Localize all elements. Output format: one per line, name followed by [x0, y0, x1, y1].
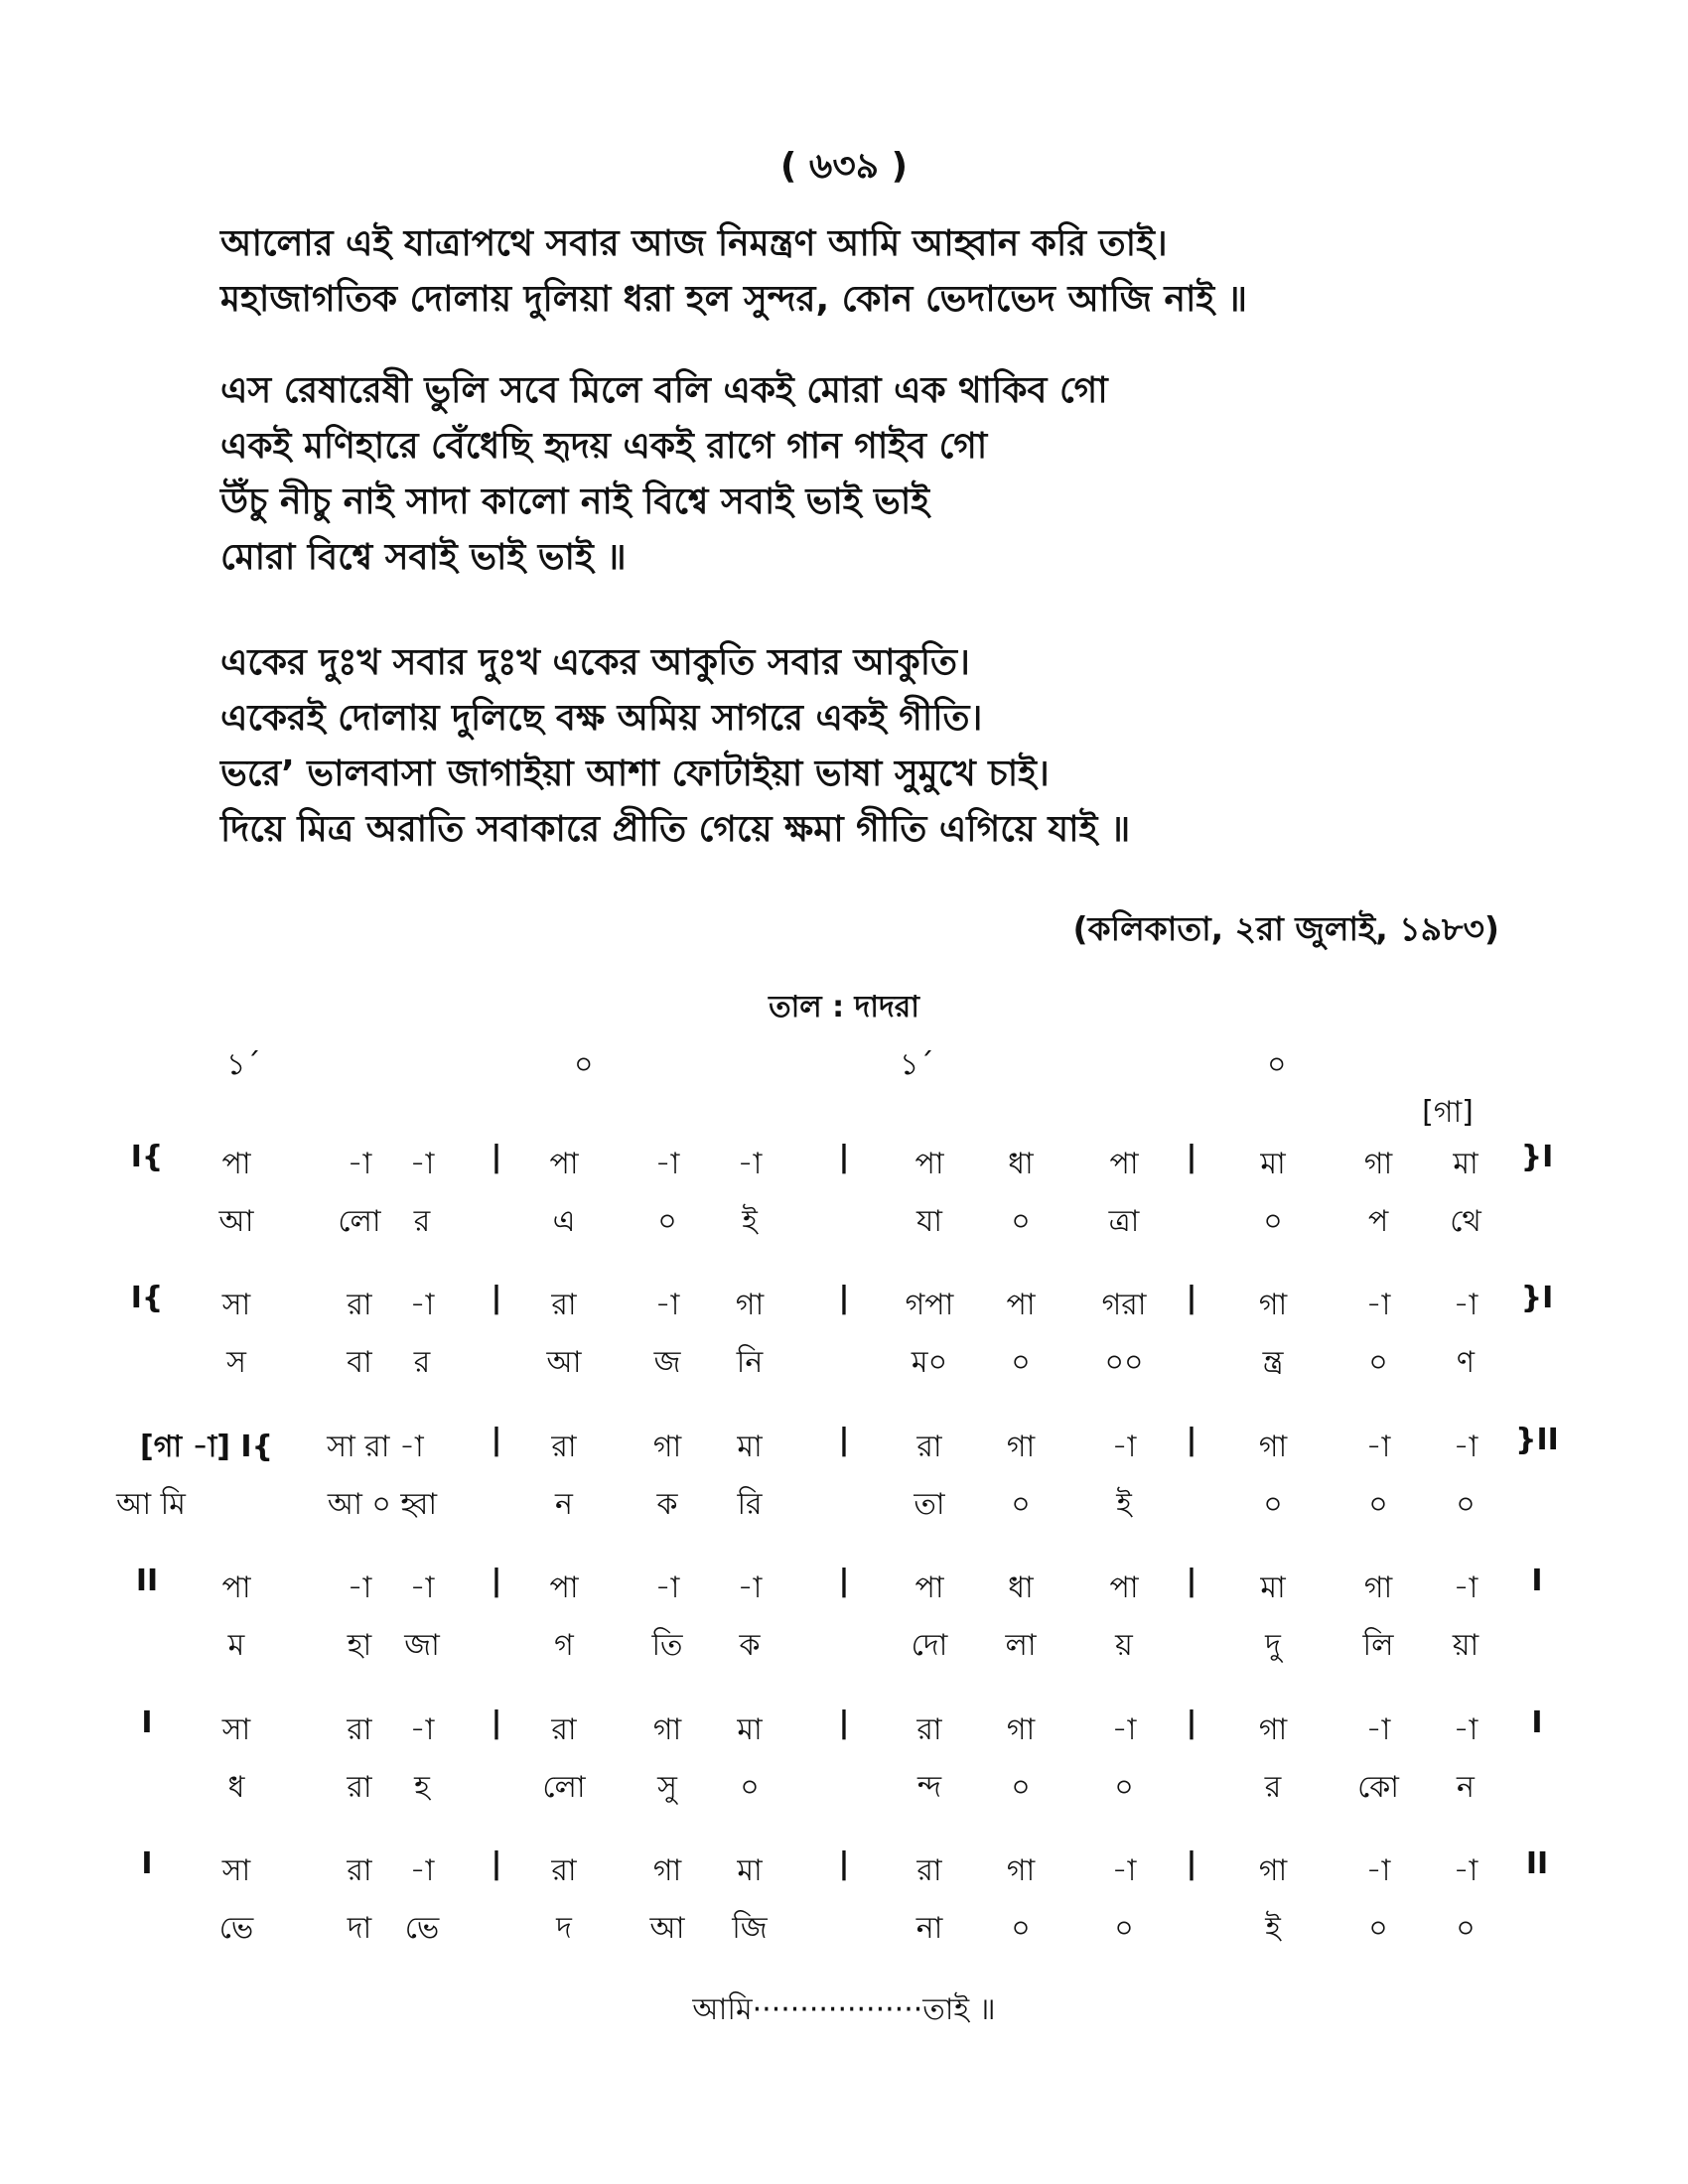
lyric-syllable: ০ [1114, 1911, 1134, 1946]
lyric-syllable: ন্ত্র [1262, 1345, 1284, 1380]
swara-note: রা [916, 1712, 942, 1747]
lyric-syllable: ক [739, 1628, 761, 1663]
barline: | [491, 1706, 502, 1740]
barline: | [491, 1564, 502, 1598]
lyric-syllable: ন [555, 1487, 573, 1522]
barline: | [1186, 1423, 1197, 1457]
lyric-syllable: সু [657, 1770, 677, 1805]
lyric-syllable: ০ [1368, 1487, 1388, 1522]
lyric-syllable: না [915, 1911, 943, 1946]
beat-marker: ০ [1267, 1047, 1287, 1082]
swara-note: -া [654, 1147, 680, 1181]
swara-note: রা [347, 1853, 372, 1888]
swara-note: পা [914, 1147, 944, 1181]
lyric-syllable: ভে [218, 1911, 254, 1946]
swara-note: রা [347, 1288, 372, 1322]
swara-note: -া [1453, 1570, 1478, 1605]
swara-note: গা [652, 1430, 682, 1464]
lyric-syllable: দা [347, 1911, 372, 1946]
swara-note: সা [221, 1712, 251, 1747]
swara-note: -া [409, 1853, 435, 1888]
swara-note: রা [551, 1712, 577, 1747]
lyric-syllable: আ [649, 1911, 685, 1946]
lyric-syllable: ই [1265, 1911, 1281, 1946]
lyric-syllable: নি [736, 1345, 764, 1380]
section-barline: | [838, 1140, 850, 1174]
lyric-syllable: জি [732, 1911, 768, 1946]
lyric-syllable: ০ [1011, 1345, 1031, 1380]
row-left-mark: II [135, 1564, 159, 1598]
swara-note: মা [1260, 1147, 1286, 1181]
lyric-syllable: জা [404, 1628, 440, 1663]
lyric-line: ভরে’ ভালবাসা জাগাইয়া আশা ফোটাইয়া ভাষা সুমুখে চাই। [220, 753, 1050, 794]
lyric-syllable: হা [347, 1628, 372, 1663]
lyric-syllable: ০ [1368, 1911, 1388, 1946]
lyric-syllable: দু [1265, 1628, 1281, 1663]
lyric-syllable: ০ [740, 1770, 760, 1805]
lyric-syllable: ভে [404, 1911, 440, 1946]
lyric-syllable: স [226, 1345, 246, 1380]
swara-note: পা [549, 1570, 579, 1605]
lyric-line: একের দুঃখ সবার দুঃখ একের আকুতি সবার আকুতি। [220, 642, 970, 683]
lyric-syllable: ই [1116, 1487, 1132, 1522]
lyric-syllable: বা [347, 1345, 372, 1380]
swara-note: -া [1365, 1712, 1391, 1747]
lyric-syllable: ণ [1456, 1345, 1476, 1380]
lyric-syllable: ০ [1011, 1911, 1031, 1946]
lyric-syllable: য়া [1452, 1628, 1479, 1663]
row-right-mark: II [1525, 1846, 1549, 1881]
swara-note: -া [1111, 1712, 1137, 1747]
lyric-syllable: ধ [227, 1770, 245, 1805]
lyric-syllable: জ [653, 1345, 681, 1380]
grace-note: [গা] [1422, 1095, 1474, 1130]
swara-note: গা [1006, 1712, 1036, 1747]
swara-note: রা [347, 1712, 372, 1747]
row-right-mark: }II [1515, 1423, 1559, 1457]
lyric-syllable: কো [1357, 1770, 1399, 1805]
lyric-syllable: থে [1450, 1204, 1481, 1239]
swara-note: -া [409, 1288, 435, 1322]
swara-note: ধা [1008, 1570, 1034, 1605]
barline: | [1186, 1564, 1197, 1598]
swara-note: গা [1258, 1853, 1288, 1888]
place-date: (কলিকাতা, ২রা জুলাই, ১৯৮৩) [1072, 909, 1499, 948]
lyric-syllable: ০ [1368, 1345, 1388, 1380]
lyric-syllable: দ [556, 1911, 572, 1946]
lyric-line: মহাজাগতিক দোলায় দুলিয়া ধরা হল সুন্দর, কোন ভেদাভেদ আজি নাই ॥ [220, 279, 1248, 320]
lyric-syllable: ন্দ [916, 1770, 942, 1805]
swara-note: -া [1453, 1853, 1478, 1888]
lyric-line: একেরই দোলায় দুলিছে বক্ষ অমিয় সাগরে একই গীতি। [220, 698, 983, 739]
lyric-syllable: ০০ [1104, 1345, 1144, 1380]
beat-marker: ১´ [226, 1047, 261, 1082]
lyric-syllable: ই [742, 1204, 758, 1239]
row-right-mark: I [1531, 1706, 1543, 1740]
lyric-syllable: র [1264, 1770, 1282, 1805]
row-right-mark: I [1531, 1564, 1543, 1598]
swara-note: মা [1453, 1147, 1478, 1181]
barline: | [1186, 1281, 1197, 1315]
lyric-syllable: ০ [1456, 1911, 1476, 1946]
row-left-mark: I [141, 1846, 153, 1881]
lyric-line: দিয়ে মিত্র অরাতি সবাকারে প্রীতি গেয়ে ক্ষমা গীতি এগিয়ে যাই ॥ [220, 809, 1131, 850]
swara-note: গা [1258, 1712, 1288, 1747]
lyric-syllable: ০ [1456, 1487, 1476, 1522]
swara-note: সা [221, 1288, 251, 1322]
row-left-mark: I{ [130, 1140, 164, 1174]
lyric-line: উঁচু নীচু নাই সাদা কালো নাই বিশ্বে সবাই ভাই ভাই [220, 481, 930, 522]
lyric-syllable: ম [227, 1628, 245, 1663]
swara-note: গরা [1101, 1288, 1147, 1322]
lyric-syllable: য় [1115, 1628, 1133, 1663]
swara-note: পা [1109, 1147, 1139, 1181]
swara-note: গা [735, 1288, 765, 1322]
section-barline: | [838, 1706, 850, 1740]
lyric-syllable: ০ [1011, 1770, 1031, 1805]
swara-note: গা [1258, 1430, 1288, 1464]
swara-note: রা [916, 1853, 942, 1888]
swara-note: -া [1111, 1853, 1137, 1888]
swara-note: -া [1365, 1430, 1391, 1464]
swara-note: -া [347, 1147, 372, 1181]
swara-note: সা রা -া [327, 1430, 424, 1464]
lyric-syllable: ০ [1011, 1487, 1031, 1522]
beat-marker: ১´ [900, 1047, 934, 1082]
section-barline: | [838, 1281, 850, 1315]
lyric-syllable: রা [347, 1770, 372, 1805]
barline: | [1186, 1140, 1197, 1174]
swara-note: পা [549, 1147, 579, 1181]
swara-note: মা [737, 1853, 763, 1888]
swara-note: -া [1365, 1288, 1391, 1322]
swara-note: -া [1453, 1430, 1478, 1464]
swara-note: -া [1111, 1430, 1137, 1464]
lyric-syllable: র [413, 1204, 431, 1239]
section-barline: | [838, 1564, 850, 1598]
swara-note: গপা [905, 1288, 954, 1322]
barline: | [491, 1281, 502, 1315]
barline: | [1186, 1846, 1197, 1881]
swara-note: -া [737, 1147, 763, 1181]
swara-note: -া [347, 1570, 372, 1605]
row-left-mark: I{ [130, 1281, 164, 1315]
lyric-syllable: লো [338, 1204, 381, 1239]
lyric-syllable: লা [1005, 1628, 1037, 1663]
swara-note: মা [737, 1430, 763, 1464]
swara-note: রা [551, 1430, 577, 1464]
lyric-syllable: আ ০ হ্বা [327, 1487, 438, 1522]
swara-note: রা [916, 1430, 942, 1464]
lyric-syllable: আ [546, 1345, 582, 1380]
section-barline: | [838, 1423, 850, 1457]
row-left-mark: I [141, 1706, 153, 1740]
barline: | [491, 1140, 502, 1174]
row-left-mark: [গা -া] I{ [140, 1430, 273, 1464]
swara-note: -া [654, 1288, 680, 1322]
lyric-syllable: র [413, 1345, 431, 1380]
lyric-syllable: তি [651, 1628, 683, 1663]
swara-note: -া [409, 1147, 435, 1181]
beat-marker: ০ [574, 1047, 594, 1082]
swara-note: -া [654, 1570, 680, 1605]
swara-note: পা [221, 1570, 251, 1605]
swara-note: -া [737, 1570, 763, 1605]
lyric-syllable: তা [914, 1487, 945, 1522]
swara-note: গা [1363, 1570, 1393, 1605]
lyric-syllable: আ [218, 1204, 254, 1239]
swara-note: রা [551, 1288, 577, 1322]
lyric-syllable: ০ [1114, 1770, 1134, 1805]
page-number: ( ৬৩৯ ) [779, 146, 909, 187]
swara-note: ধা [1008, 1147, 1034, 1181]
swara-note: -া [1453, 1288, 1478, 1322]
tala-label: তাল : দাদরা [769, 990, 919, 1024]
lyric-syllable: লি [1362, 1628, 1394, 1663]
lyric-syllable: প [1367, 1204, 1389, 1239]
lyric-syllable: এ [552, 1204, 576, 1239]
swara-note: মা [1260, 1570, 1286, 1605]
section-barline: | [838, 1846, 850, 1881]
lyric-syllable: দো [911, 1628, 948, 1663]
swara-note: গা [652, 1712, 682, 1747]
lyric-syllable: ন [1457, 1770, 1475, 1805]
lyric-line: আলোর এই যাত্রাপথে সবার আজ নিমন্ত্রণ আমি আহ্বান করি তাই। [220, 223, 1168, 264]
lyric-syllable: ত্রা [1108, 1204, 1140, 1239]
swara-note: গা [1258, 1288, 1288, 1322]
swara-note: -া [1453, 1712, 1478, 1747]
barline: | [491, 1846, 502, 1881]
row-right-mark: }I [1520, 1281, 1554, 1315]
swara-note: রা [551, 1853, 577, 1888]
lyric-syllable: লো [542, 1770, 586, 1805]
lyric-line: মোরা বিশ্বে সবাই ভাই ভাই ॥ [220, 537, 627, 578]
swara-note: পা [1109, 1570, 1139, 1605]
footer-line: আমি··················তাই ॥ [692, 1992, 996, 2027]
lyric-syllable: ০ [1011, 1204, 1031, 1239]
swara-note: -া [409, 1570, 435, 1605]
swara-note: সা [221, 1853, 251, 1888]
swara-note: গা [1363, 1147, 1393, 1181]
lyric-syllable: ০ [657, 1204, 677, 1239]
lyric-syllable: ০ [1263, 1487, 1283, 1522]
swara-note: পা [221, 1147, 251, 1181]
lyric-syllable: হ [414, 1770, 430, 1805]
swara-note: গা [1006, 1430, 1036, 1464]
lyric-syllable: গ [554, 1628, 574, 1663]
barline: | [491, 1423, 502, 1457]
lyric-prefix: আ মি [116, 1487, 186, 1522]
lyric-line: একই মণিহারে বেঁধেছি হৃদয় একই রাগে গান গাইব গো [220, 426, 988, 467]
lyric-line: এস রেষারেষী ভুলি সবে মিলে বলি একই মোরা এক থাকিব গো [220, 370, 1108, 411]
lyric-syllable: ম০ [911, 1345, 948, 1380]
swara-note: পা [1006, 1288, 1036, 1322]
swara-note: -া [1365, 1853, 1391, 1888]
lyric-syllable: ক [656, 1487, 678, 1522]
lyric-syllable: রি [737, 1487, 763, 1522]
swara-note: -া [409, 1712, 435, 1747]
swara-note: গা [652, 1853, 682, 1888]
lyric-syllable: যা [916, 1204, 942, 1239]
swara-note: পা [914, 1570, 944, 1605]
lyric-syllable: ০ [1263, 1204, 1283, 1239]
swara-note: গা [1006, 1853, 1036, 1888]
swara-note: মা [737, 1712, 763, 1747]
barline: | [1186, 1706, 1197, 1740]
row-right-mark: }I [1520, 1140, 1554, 1174]
